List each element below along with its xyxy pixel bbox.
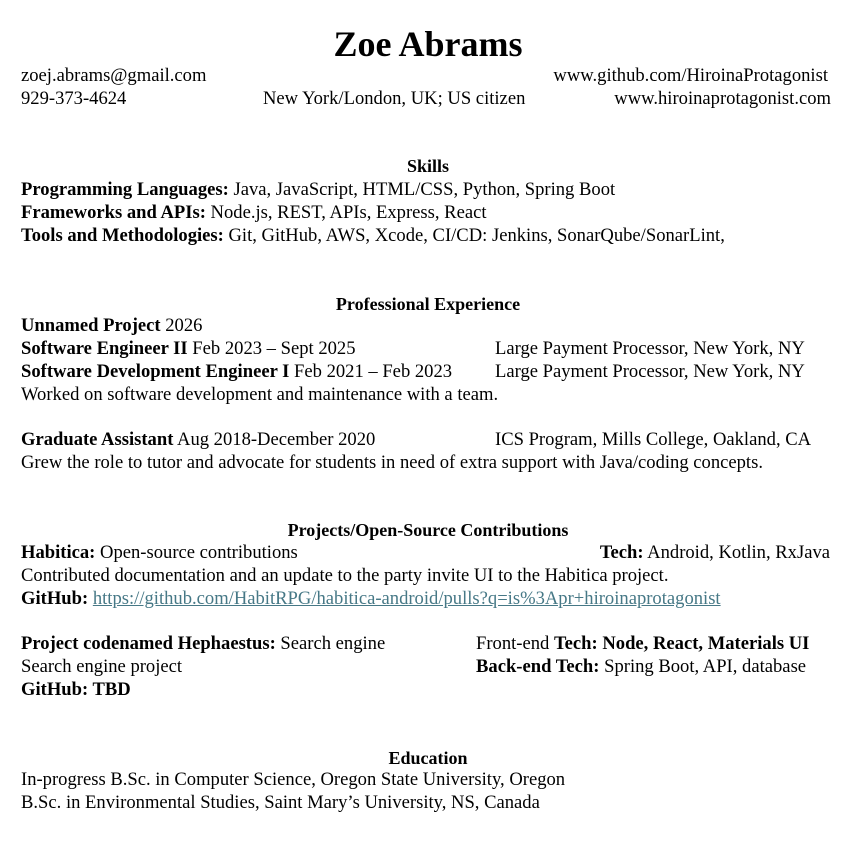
hephaestus-github: GitHub: TBD	[21, 679, 131, 700]
job-title: Software Development Engineer I	[21, 361, 290, 382]
unnamed-project-title: Unnamed Project	[21, 315, 161, 336]
frontend-prefix: Front-end	[476, 633, 554, 654]
job-place: Large Payment Processor, New York, NY	[495, 361, 805, 382]
job-title-line	[21, 340, 356, 359]
hephaestus-backend-tech	[476, 658, 806, 677]
skills-value: Node.js, REST, APIs, Express, React	[205, 202, 487, 223]
skills-row-languages	[21, 181, 615, 200]
habitica-title-line	[21, 544, 298, 563]
education-item: In-progress B.Sc. in Computer Science, Oregon State University, Oregon	[21, 769, 566, 790]
skills-row-frameworks	[21, 204, 487, 223]
unnamed-project	[21, 317, 202, 336]
job-title: Software Engineer II	[21, 338, 188, 359]
backend-label: Back-end Tech:	[476, 656, 600, 677]
job-title: Graduate Assistant	[21, 429, 174, 450]
tech-label: Tech:	[599, 542, 644, 563]
candidate-name: Zoe Abrams	[333, 24, 523, 64]
tech-list: Android, Kotlin, RxJava	[643, 542, 830, 563]
location: New York/London, UK; US citizen	[263, 88, 526, 109]
frontend-tech: Tech: Node, React, Materials UI	[553, 633, 810, 654]
hephaestus-title-line	[21, 635, 385, 654]
experience-heading: Professional Experience	[335, 294, 521, 314]
job-dates: Feb 2021 – Feb 2023	[289, 361, 453, 382]
skills-value: Java, JavaScript, HTML/CSS, Python, Spring Boot	[228, 179, 616, 200]
job-dates: Feb 2023 – Sept 2025	[187, 338, 356, 359]
hephaestus-frontend-tech	[476, 635, 809, 654]
education-heading: Education	[388, 748, 468, 768]
skills-row-tools	[21, 227, 725, 246]
habitica-github-line	[21, 590, 721, 609]
project-description: Search engine project	[21, 656, 183, 677]
habitica-tech	[600, 544, 830, 563]
job-place: Large Payment Processor, New York, NY	[495, 338, 805, 359]
project-summary: Search engine	[275, 633, 386, 654]
job-description: Grew the role to tutor and advocate for students in need of extra support with Java/coding concepts.	[21, 452, 763, 473]
backend-tech: Spring Boot, API, database	[599, 656, 807, 677]
skills-value: Git, GitHub, AWS, Xcode, CI/CD: Jenkins, SonarQube/SonarLint,	[223, 225, 725, 246]
website: www.hiroinaprotagonist.com	[614, 88, 831, 109]
unnamed-project-date: 2026	[160, 315, 203, 336]
projects-heading: Projects/Open-Source Contributions	[287, 520, 569, 540]
skills-label: Programming Languages:	[21, 179, 229, 200]
habitica-github-link[interactable]: https://github.com/HabitRPG/habitica-android/pulls?q=is%3Apr+hiroinaprotagonist	[92, 588, 721, 609]
email: zoej.abrams@gmail.com	[21, 65, 207, 86]
phone: 929-373-4624	[21, 88, 127, 109]
project-name: Project codenamed Hephaestus:	[21, 633, 276, 654]
project-name: Habitica:	[21, 542, 96, 563]
github-profile: www.github.com/HiroinaProtagonist	[553, 65, 828, 86]
project-description: Contributed documentation and an update to the party invite UI to the Habitica project.	[21, 565, 669, 586]
education-item: B.Sc. in Environmental Studies, Saint Mary’s University, NS, Canada	[21, 792, 540, 813]
job-title-line	[21, 363, 452, 382]
skills-label: Frameworks and APIs:	[21, 202, 206, 223]
job-dates: Aug 2018-December 2020	[173, 429, 376, 450]
job-place: ICS Program, Mills College, Oakland, CA	[495, 429, 812, 450]
grad-title-line	[21, 431, 375, 450]
project-summary: Open-source contributions	[95, 542, 298, 563]
github-label: GitHub:	[21, 588, 89, 609]
job-description: Worked on software development and maintenance with a team.	[21, 384, 499, 405]
skills-heading: Skills	[406, 156, 450, 176]
skills-label: Tools and Methodologies:	[21, 225, 224, 246]
